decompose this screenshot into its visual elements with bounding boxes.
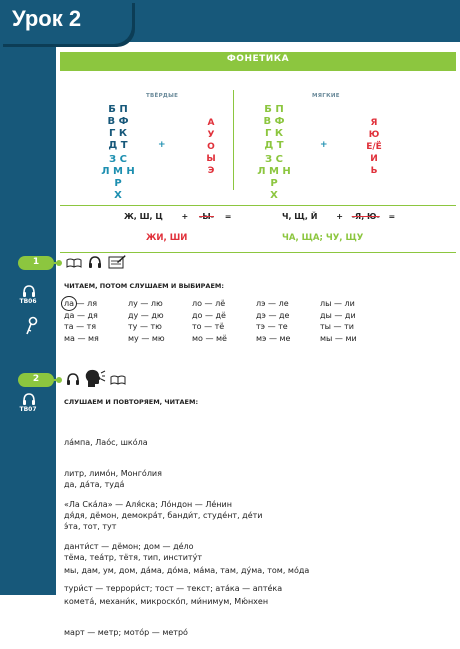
word-line: данти́ст — дёмон; дом — де́ло bbox=[64, 542, 194, 552]
rule-right bbox=[282, 212, 395, 221]
rule-left-examples bbox=[146, 233, 187, 243]
rule-divider-bottom bbox=[60, 252, 456, 253]
rule-right-ex4: ЩУ bbox=[345, 233, 364, 243]
section-title: ФОНЕТИКА bbox=[226, 54, 290, 64]
word-line: э́та, тот, тут bbox=[64, 521, 117, 531]
pencil-icon bbox=[108, 254, 126, 269]
open-book-icon bbox=[66, 257, 82, 269]
table-row bbox=[64, 333, 384, 345]
soft-cons-7: Х bbox=[270, 190, 278, 201]
exercise2-number-pill bbox=[18, 373, 54, 387]
rule-left-equals: = bbox=[224, 212, 232, 221]
exercise1-dot bbox=[56, 260, 62, 266]
rule-right-equals: = bbox=[388, 212, 396, 221]
soft-cons-5: З С bbox=[265, 154, 283, 165]
hard-cons-3: Г К bbox=[108, 128, 128, 139]
soft-cons-2: В Ф bbox=[263, 116, 285, 127]
section-bar bbox=[60, 52, 456, 69]
table-row bbox=[64, 321, 384, 333]
soft-vowels bbox=[362, 117, 386, 177]
rule-right-ex3: ЧУ, bbox=[325, 233, 343, 243]
exercise1-number-pill bbox=[18, 256, 54, 270]
soft-vowel-4: И bbox=[370, 154, 378, 164]
word-line: дя́дя, дёмон, демокра́т, банди́т, студе́нт, де́ти bbox=[64, 511, 263, 521]
rule-left bbox=[124, 212, 231, 221]
syllable-pair[interactable]: то — тё bbox=[192, 322, 225, 332]
word-line: март — метр; мото́р — метро́ bbox=[64, 628, 188, 638]
table-row bbox=[64, 310, 384, 322]
word-line: мы, дам, ум, дом, да́ма, до́ма, ма́ма, там, ду́ма, том, мо́да bbox=[64, 565, 310, 575]
section-underline bbox=[60, 69, 456, 71]
headphones-icon bbox=[22, 285, 36, 297]
rule-left-consonants: Ж, Ш, Ц bbox=[124, 212, 163, 221]
speaking-head-icon bbox=[84, 369, 106, 388]
hard-vowel-5: Э bbox=[207, 166, 215, 176]
soft-vowel-2: Ю bbox=[368, 130, 380, 140]
syllable-pair[interactable]: мэ — ме bbox=[256, 333, 291, 343]
soft-consonants bbox=[254, 104, 294, 202]
syllable-pair[interactable]: ла — ля bbox=[64, 299, 98, 309]
rule-right-plus: + bbox=[336, 212, 343, 221]
exercise2-instruction: СЛУШАЕМ И ПОВТОРЯЕМ, ЧИТАЕМ: bbox=[64, 398, 199, 406]
exercise2-dot bbox=[56, 377, 62, 383]
word-line: тёма, теа́тр, тётя, тип, институ́т bbox=[64, 553, 202, 563]
hard-cons-5: З С bbox=[109, 154, 127, 165]
soft-vowel-1: Я bbox=[370, 118, 378, 128]
syllable-pair[interactable]: ты — ти bbox=[320, 322, 354, 332]
exercise1-number: 1 bbox=[32, 257, 40, 267]
hard-vowels bbox=[205, 117, 217, 177]
rule-left-ex1: ЖИ, bbox=[146, 233, 167, 243]
headphones-icon bbox=[66, 373, 80, 386]
hard-cons-2: В Ф bbox=[107, 116, 129, 127]
word-line: литр, лимо́н, Монго́лия bbox=[64, 469, 162, 479]
hard-vowel-1: А bbox=[207, 118, 215, 128]
syllable-pair[interactable]: ма — мя bbox=[64, 333, 99, 343]
soft-cons-3: Г К bbox=[264, 128, 284, 139]
word-line: «Ла Ска́ла» — Аля́ска; Ло́ндон — Ле́нин bbox=[64, 500, 232, 510]
table-row bbox=[64, 298, 384, 310]
headphones-icon bbox=[22, 393, 36, 405]
syllable-pair[interactable]: та — тя bbox=[64, 322, 97, 332]
syllable-pair[interactable]: лы — ли bbox=[320, 299, 355, 309]
syllable-pair[interactable]: дэ — де bbox=[256, 310, 290, 320]
hard-plus: + bbox=[158, 140, 166, 150]
soft-header: МЯГКИЕ bbox=[312, 93, 340, 99]
hard-vowel-3: О bbox=[207, 142, 215, 152]
hard-cons-4: Д Т bbox=[108, 140, 128, 151]
headphones-icon bbox=[88, 256, 102, 269]
syllable-pair[interactable]: да — дя bbox=[64, 310, 98, 320]
rule-divider-top bbox=[60, 205, 456, 206]
rule-right-ex2: ЩА; bbox=[301, 233, 323, 243]
syllable-pair[interactable]: мы — ми bbox=[320, 333, 357, 343]
rule-left-struck: -Ы- bbox=[199, 212, 214, 221]
hard-cons-6: Л М Н Р bbox=[101, 166, 135, 189]
lesson-title: Урок 2 bbox=[12, 6, 82, 31]
rule-right-struck: -Я, Ю- bbox=[351, 212, 380, 221]
exercise1-table bbox=[64, 298, 384, 344]
soft-cons-1: Б П bbox=[264, 104, 284, 115]
exercise1-track: TB06 bbox=[19, 298, 37, 305]
hard-cons-1: Б П bbox=[108, 104, 128, 115]
rule-left-plus: + bbox=[181, 212, 189, 221]
exercise1-instruction: ЧИТАЕМ, ПОТОМ СЛУШАЕМ И ВЫБИРАЕМ: bbox=[64, 282, 224, 290]
syllable-pair[interactable]: мо — мё bbox=[192, 333, 227, 343]
hard-header: ТВЁРДЫЕ bbox=[146, 93, 179, 99]
soft-vowel-3: Е/Ё bbox=[366, 142, 382, 152]
rule-right-ex1: ЧА, bbox=[282, 233, 299, 243]
column-divider bbox=[233, 90, 234, 190]
soft-plus: + bbox=[320, 140, 328, 150]
soft-cons-6: Л М Н Р bbox=[257, 166, 291, 189]
syllable-pair[interactable]: до — дё bbox=[192, 310, 226, 320]
rule-left-ex2: ШИ bbox=[169, 233, 188, 243]
syllable-pair[interactable]: лэ — ле bbox=[256, 299, 289, 309]
hard-cons-7: Х bbox=[114, 190, 122, 201]
soft-cons-4: Д Т bbox=[264, 140, 284, 151]
syllable-pair[interactable]: му — мю bbox=[128, 333, 165, 343]
syllable-pair[interactable]: лу — лю bbox=[128, 299, 163, 309]
word-group-4 bbox=[64, 545, 309, 649]
rule-right-consonants: Ч, Щ, Й bbox=[282, 212, 318, 221]
exercise2-number: 2 bbox=[32, 374, 40, 384]
hard-vowel-4: Ы bbox=[206, 154, 216, 164]
rule-right-examples bbox=[282, 233, 363, 243]
hard-consonants bbox=[98, 104, 138, 202]
word-line: тури́ст — террори́ст; тост — текст; ата́ка — апте́ка bbox=[64, 584, 283, 594]
word-line: комета́, механи́к, микроско́п, ми́нимум, Мю́нхен bbox=[64, 597, 269, 607]
word-line: да, да́та, туда́ bbox=[64, 479, 125, 489]
syllable-pair[interactable]: ды — ди bbox=[320, 310, 356, 320]
key-icon bbox=[24, 316, 38, 336]
syllable-pair[interactable]: тэ — те bbox=[256, 322, 288, 332]
hard-vowel-2: У bbox=[207, 130, 215, 140]
syllable-pair[interactable]: ду — дю bbox=[128, 310, 164, 320]
exercise2-track: TB07 bbox=[19, 406, 37, 413]
syllable-pair[interactable]: ло — лё bbox=[192, 299, 226, 309]
word-line: ла́мпа, Лао́с, шко́ла bbox=[64, 437, 148, 447]
lesson-tab bbox=[0, 0, 132, 44]
open-book-icon bbox=[110, 374, 126, 386]
soft-vowel-5: Ь bbox=[370, 166, 378, 176]
syllable-pair[interactable]: ту — тю bbox=[128, 322, 162, 332]
